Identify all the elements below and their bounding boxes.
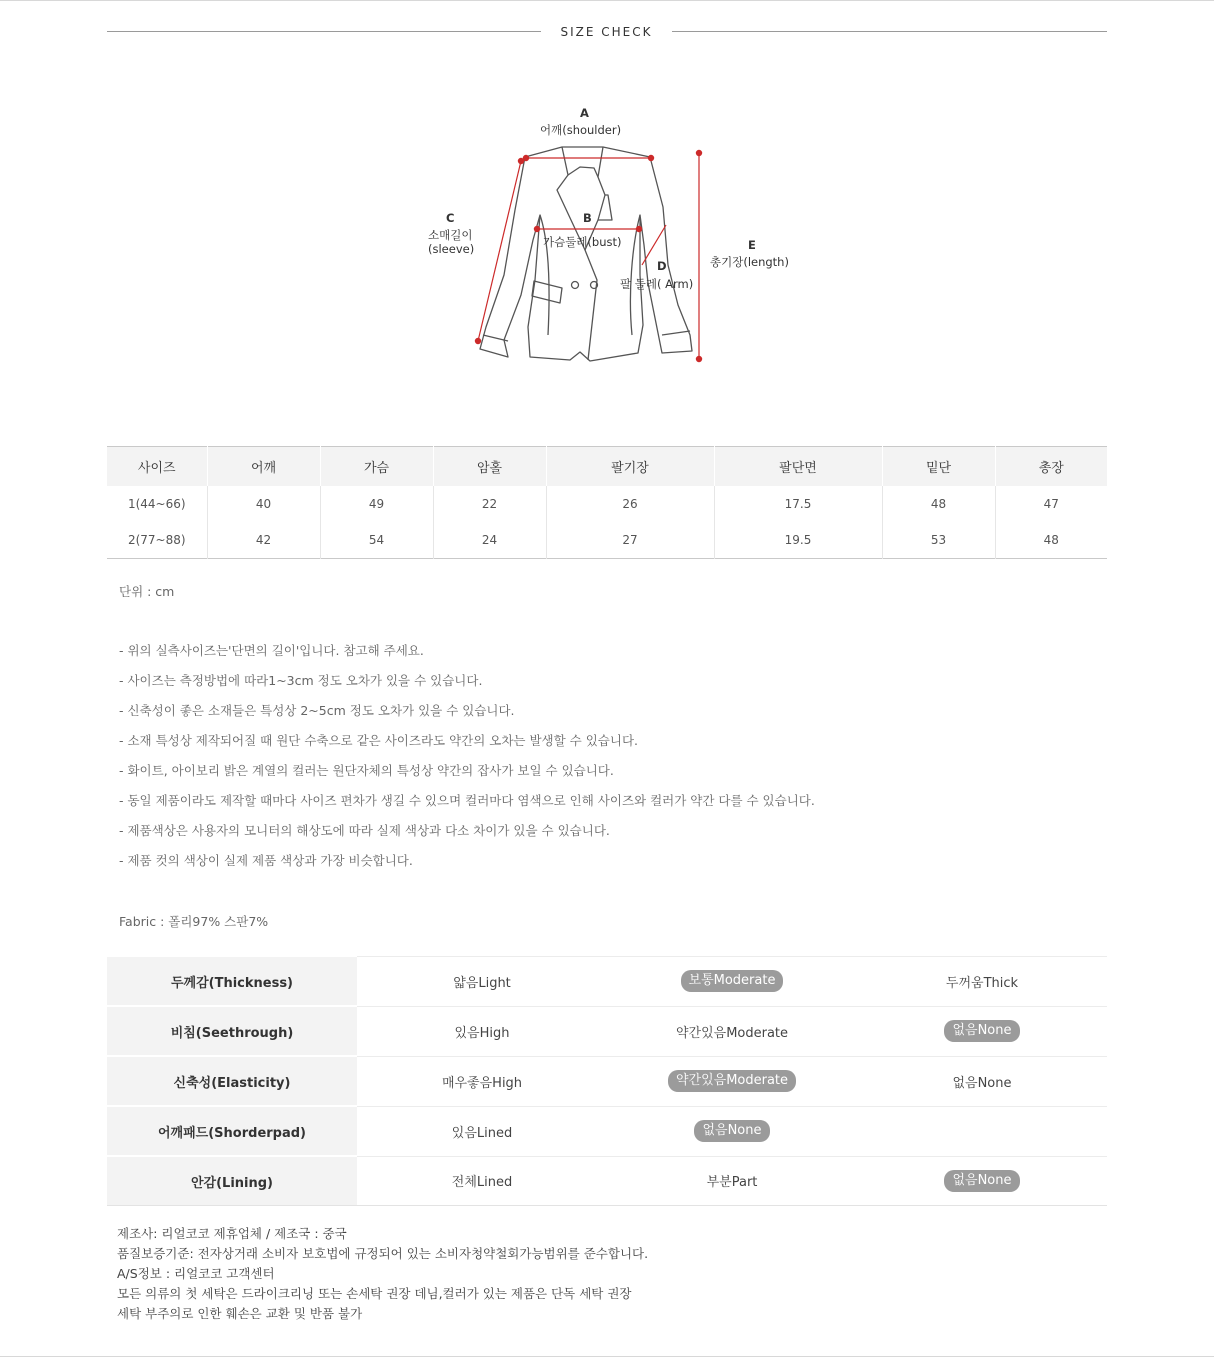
selected-option-badge: 보통Moderate [681,970,784,992]
header-line-left [107,31,541,32]
label-bust: 가슴둘레(bust) [543,235,622,249]
label-e-letter: E [748,238,756,252]
bottom-divider [0,1356,1214,1357]
option-text: 두꺼움Thick [945,975,1019,991]
table-cell: 24 [433,522,546,559]
property-option [857,1056,1107,1106]
property-option [857,956,1107,1006]
quality-guarantee: 품질보증기준: 전자상거래 소비자 보호법에 규정되어 있는 소비자청약철회가능범위를 준수합니다. [117,1246,649,1261]
top-divider [0,0,1214,1]
property-option [607,1156,857,1206]
option-text: 있음High [454,1025,510,1041]
table-cell: 42 [207,522,320,559]
table-cell: 22 [433,486,546,522]
section-title: SIZE CHECK [560,25,653,39]
option-text: 매우좋음High [441,1075,523,1091]
property-label: 어깨패드(Shorderpad) [107,1106,357,1156]
table-cell: 40 [207,486,320,522]
header-line-right [672,31,1107,32]
label-shoulder: 어깨(shoulder) [540,123,622,137]
size-diagram [400,95,820,375]
option-text: 없음None [952,1075,1012,1091]
table-cell: 54 [320,522,433,559]
selected-option-badge: 없음None [694,1120,769,1142]
list-item: - 제품색상은 사용자의 모니터의 해상도에 따라 실제 색상과 다소 차이가 있을 수 있습니다. [119,823,610,838]
fabric-info: Fabric : 폴리97% 스판7% [119,914,269,929]
option-text: 부분Part [706,1175,758,1191]
table-row [107,486,1107,522]
header-cell: 가슴 [320,447,433,487]
product-info-footer [117,1224,648,1324]
property-row [107,1156,1107,1206]
property-option [357,1156,607,1206]
label-c-letter: C [446,211,455,225]
table-cell: 2(77~88) [127,533,186,547]
header-cell: 어깨 [207,447,320,487]
table-cell: 48 [882,486,995,522]
property-option [607,1006,857,1056]
section-header [107,22,1107,42]
manufacturer-info: 제조사: 리얼코코 제휴업체 / 제조국 : 중국 [117,1226,347,1241]
header-cell: 사이즈 [107,447,207,487]
property-label: 신축성(Elasticity) [107,1056,357,1106]
table-header-row [107,447,1107,487]
property-option [857,1106,1107,1156]
property-label: 두께감(Thickness) [107,956,357,1006]
property-option [357,956,607,1006]
option-text: 약간있음Moderate [675,1025,789,1041]
property-option [357,1006,607,1056]
property-option [607,1106,857,1156]
option-text: 얇음Light [453,975,511,991]
property-option [857,1156,1107,1206]
table-cell: 1(44~66) [127,497,186,511]
selected-option-badge: 약간있음Moderate [668,1070,796,1092]
selected-option-badge: 없음None [944,1170,1019,1192]
property-option [607,956,857,1006]
property-option [607,1056,857,1106]
header-cell: 팔단면 [714,447,882,487]
table-cell: 27 [546,522,714,559]
property-label: 비침(Seethrough) [107,1006,357,1056]
property-option [357,1056,607,1106]
washing-warning: 세탁 부주의로 인한 훼손은 교환 및 반품 불가 [117,1306,363,1321]
table-cell: 53 [882,522,995,559]
property-option [857,1006,1107,1056]
label-b-letter: B [583,211,592,225]
property-option [357,1106,607,1156]
list-item: - 위의 실측사이즈는'단면의 길이'입니다. 참고해 주세요. [119,643,424,658]
header-cell: 밑단 [882,447,995,487]
header-cell: 팔기장 [546,447,714,487]
label-d-letter: D [657,259,667,273]
list-item: - 사이즈는 측정방법에 따라1~3cm 정도 오차가 있을 수 있습니다. [119,673,483,688]
header-cell: 암홀 [433,447,546,487]
list-item: - 제품 컷의 색상이 실제 제품 색상과 가장 비슷합니다. [119,853,413,868]
table-cell: 26 [546,486,714,522]
table-cell: 47 [995,486,1107,522]
table-cell: 49 [320,486,433,522]
table-row [107,522,1107,559]
list-item: - 신축성이 좋은 소재들은 특성상 2~5cm 정도 오차가 있을 수 있습니다. [119,703,515,718]
label-length: 총기장(length) [710,255,789,269]
header-cell: 총장 [995,447,1107,487]
unit-note: 단위 : cm [119,584,175,599]
washing-guide: 모든 의류의 첫 세탁은 드라이크리닝 또는 손세탁 권장 데님,컬러가 있는 제품은 단독 세탁 권장 [117,1286,632,1301]
as-info: A/S정보 : 리얼코코 고객센터 [117,1266,275,1281]
list-item: - 화이트, 아이보리 밝은 계열의 컬러는 원단자체의 특성상 약간의 잡사가 보일 수 있습니다. [119,763,614,778]
property-row [107,956,1107,1006]
label-sleeve-en: (sleeve) [428,242,475,256]
label-a-letter: A [580,106,589,120]
label-arm: 팔 둘레( Arm) [620,277,694,291]
list-item: - 동일 제품이라도 제작할 때마다 사이즈 편차가 생길 수 있으며 컬러마다 염색으로 인해 사이즈와 컬러가 약간 다를 수 있습니다. [119,793,815,808]
fabric-properties-table [107,955,1107,1206]
size-notes-list [119,640,815,880]
table-cell: 17.5 [714,486,882,522]
property-row [107,1006,1107,1056]
size-table [107,446,1107,559]
option-text: 전체Lined [451,1175,513,1191]
selected-option-badge: 없음None [944,1020,1019,1042]
list-item: - 소재 특성상 제작되어질 때 원단 수축으로 같은 사이즈라도 약간의 오차는 발생할 수 있습니다. [119,733,638,748]
option-text: 있음Lined [451,1125,513,1141]
table-cell: 19.5 [714,522,882,559]
label-sleeve-ko: 소매길이 [428,228,473,242]
property-label: 안감(Lining) [107,1156,357,1206]
table-cell: 48 [995,522,1107,559]
property-row [107,1056,1107,1106]
property-row [107,1106,1107,1156]
